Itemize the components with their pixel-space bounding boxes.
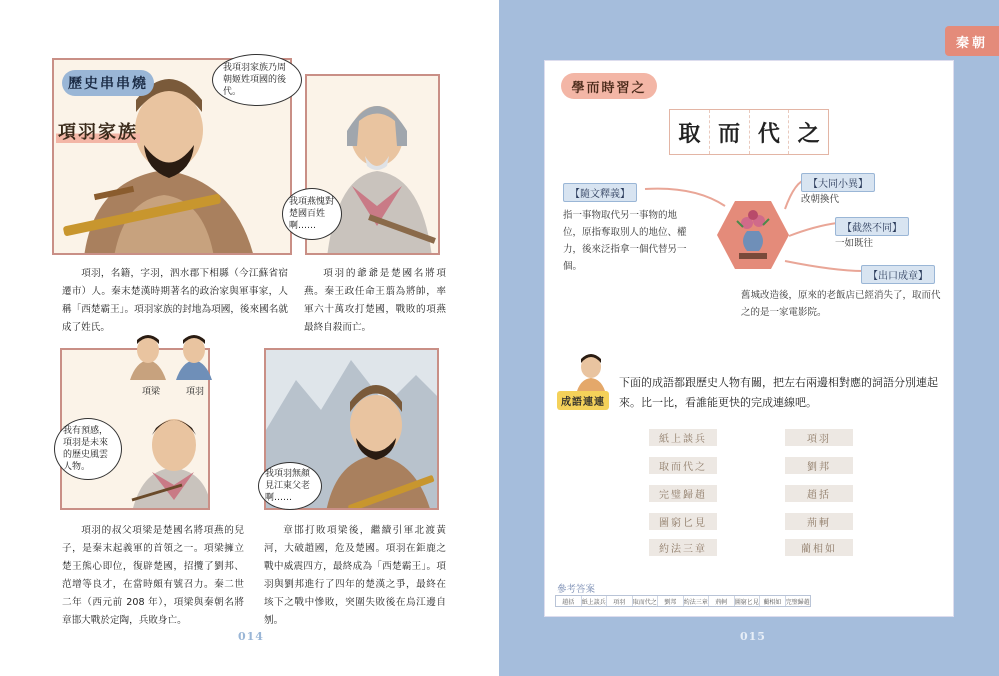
match-right-item[interactable]: 趙括 (785, 485, 853, 502)
page-number: 014 (238, 630, 264, 643)
student-mascot-icon (571, 351, 611, 391)
match-right-item[interactable]: 荊軻 (785, 513, 853, 530)
tag-antonym: 【截然不同】 (835, 217, 909, 236)
match-left-item[interactable]: 完璧歸趙 (649, 485, 717, 502)
answer-cell: 約法三章 (684, 596, 710, 606)
answer-cell: 趙括 (556, 596, 582, 606)
left-page (0, 0, 499, 676)
era-tab[interactable]: 秦朝 (945, 26, 999, 56)
paragraph-xiangyan: 項羽的爺爺是楚國名將項燕。秦王政任命王翦為將帥，率軍六十萬攻打楚國，戰敗的項燕最終自殺而亡。 (304, 268, 446, 333)
section-badge: 歷史串串燒 (62, 70, 154, 96)
synonym-text: 改朝換代 (801, 194, 840, 205)
meaning-text: 指一事物取代另一事物的地位，原指奪取別人的地位、權力，後來泛指拿一個代替另一個。 (563, 210, 687, 272)
quiz-instructions: 下面的成語都跟歷史人物有關，把左右兩邊相對應的詞語分別連起來。比一比，看誰能更快的完成連線吧。 (619, 376, 938, 409)
right-page (499, 0, 999, 676)
answer-cell: 藺相如 (760, 596, 786, 606)
tag-meaning: 【隨文釋義】 (563, 183, 637, 202)
usage-example-text: 舊城改造後，原來的老飯店已經消失了，取而代之的是一家電影院。 (741, 290, 941, 318)
answer-cell: 劉邦 (658, 596, 684, 606)
speech-bubble-xiangyu: 我項羽家族乃周朝姬姓項國的後代。 (212, 54, 302, 106)
portrait-label-xiangyu: 項羽 (186, 387, 205, 397)
answer-cell: 取而代之 (633, 596, 659, 606)
answers-table (555, 595, 811, 607)
match-left-item[interactable]: 圖窮匕見 (649, 513, 717, 530)
answer-cell: 項羽 (607, 596, 633, 606)
answer-cell: 荊軻 (709, 596, 735, 606)
match-left-item[interactable]: 取而代之 (649, 457, 717, 474)
page-title (56, 118, 140, 144)
paragraph-xiangyu-intro: 項羽，名籍，字羽，泗水郡下相縣（今江蘇省宿遷市）人。秦末楚漢時期著名的政治家與軍事家，人稱「西楚霸王」。項羽家族的封地為項國，後來國名就成了姓氏。 (62, 268, 288, 333)
speech-bubble-xiangyan: 我項燕愧對楚國百姓啊…… (282, 188, 342, 240)
antonym-text: 一如既往 (835, 238, 874, 249)
page-number: 015 (740, 630, 766, 643)
match-left-item[interactable]: 紙上談兵 (649, 429, 717, 446)
match-right-item[interactable]: 藺相如 (785, 539, 853, 556)
answer-cell: 圖窮匕見 (735, 596, 761, 606)
tag-usage: 【出口成章】 (861, 265, 935, 284)
match-right-item[interactable]: 項羽 (785, 429, 853, 446)
match-right-item[interactable]: 劉邦 (785, 457, 853, 474)
answer-cell: 紙上談兵 (582, 596, 608, 606)
idiom-char: 而 (710, 110, 750, 154)
match-left-item[interactable]: 約法三章 (649, 539, 717, 556)
page-title-text: 項羽家族 (58, 122, 138, 143)
idiom-char: 代 (750, 110, 790, 154)
idiom-char: 之 (797, 120, 820, 147)
paragraph-chuhan: 章邯打敗項梁後，繼續引軍北渡黃河，大破趙國，危及楚國。項羽在鉅鹿之戰中威震四方，最終成為「西楚霸王」。項羽與劉邦進行了四年的楚漢之爭，最終在垓下之戰中慘敗，突圍失敗後在烏江邊自刎。 (264, 525, 446, 626)
speech-bubble-wujiang: 我項羽無顏見江東父老啊…… (258, 462, 322, 510)
idiom-char: 取 (670, 110, 710, 154)
xiangliang-portrait (128, 330, 168, 380)
answer-cell: 完璧歸趙 (785, 598, 810, 606)
tag-synonym: 【大同小異】 (801, 173, 875, 192)
section-badge: 學而時習之 (561, 73, 657, 99)
answers-title: 參考答案 (557, 584, 596, 595)
lesson-card (544, 60, 954, 617)
speech-bubble-xiangliang: 我有預感，項羽是未來的歷史風雲人物。 (54, 418, 122, 480)
portrait-label-xiangliang: 項梁 (142, 387, 161, 397)
quiz-badge: 成語連連 (557, 391, 609, 410)
paragraph-xiangliang: 項羽的叔父項梁是楚國名將項燕的兒子，是秦末起義軍的首領之一。項梁擁立楚王熊心即位，復辟楚國，招攬了劉邦、范增等良才，在當時頗有號召力。秦二世二年（西元前 208 年），項梁與秦朝名將章邯大戰於定陶，兵敗身亡。 (62, 525, 244, 626)
xiangyu-portrait (174, 330, 214, 380)
